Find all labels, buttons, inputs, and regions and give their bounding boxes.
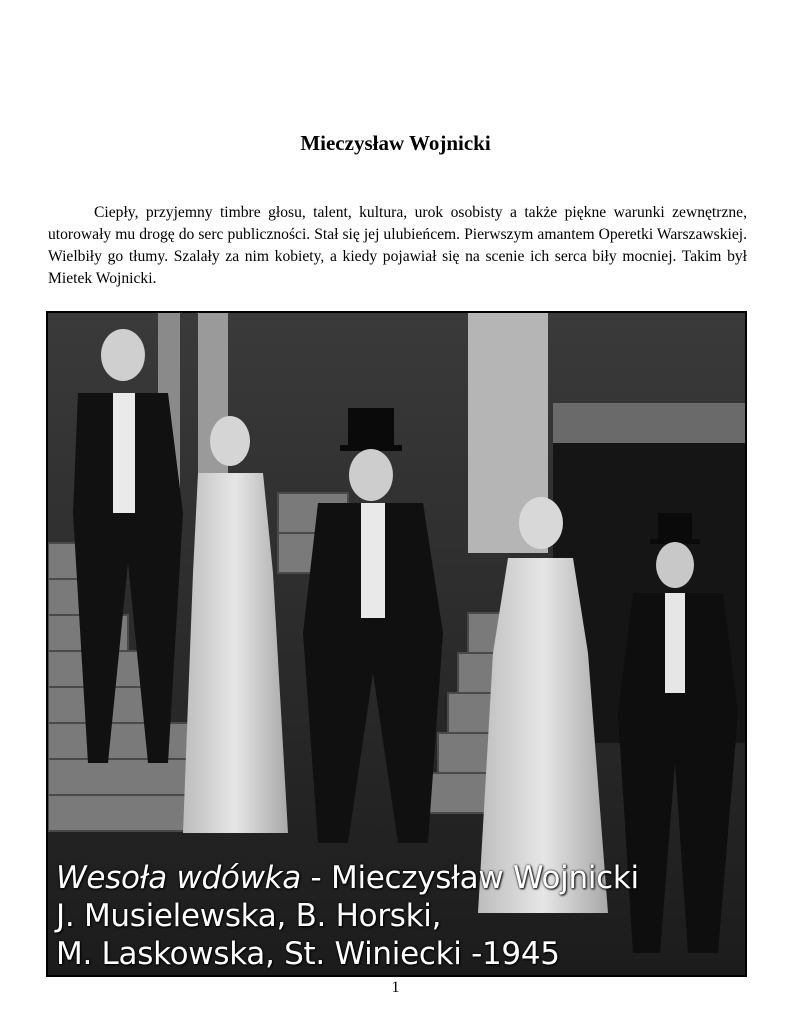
- paragraph-text: Ciepły, przyjemny timbre głosu, talent, kultura, urok osobisty a także piękne warunki zewnętrzne, utorowały mu drogę do serc publiczności. Stał się jej ulubieńcem. Pierwszym amantem Operetki Warszawskiej. Wielbiły go tłumy. Szalały za nim kobiety, a kiedy pojawiał się na scenie ich serca biły mocniej. Takim był Mietek Wojnicki.: [48, 204, 747, 287]
- balcony: [553, 403, 745, 443]
- caption-line-1-rest: - Mieczysław Wojnicki: [301, 860, 639, 896]
- page-title: Mieczysław Wojnicki: [300, 131, 491, 155]
- caption-line-2: J. Musielewska, B. Horski,: [56, 898, 442, 934]
- caption-line-3: M. Laskowska, St. Winiecki -1945: [56, 936, 560, 972]
- page-number: 1: [391, 979, 400, 996]
- photo-caption: [56, 859, 639, 973]
- caption-line-1: [56, 859, 639, 897]
- body-paragraph: [48, 202, 747, 290]
- caption-operetta-title: Wesoła wdówka: [56, 860, 301, 896]
- stage-photo: [46, 311, 747, 977]
